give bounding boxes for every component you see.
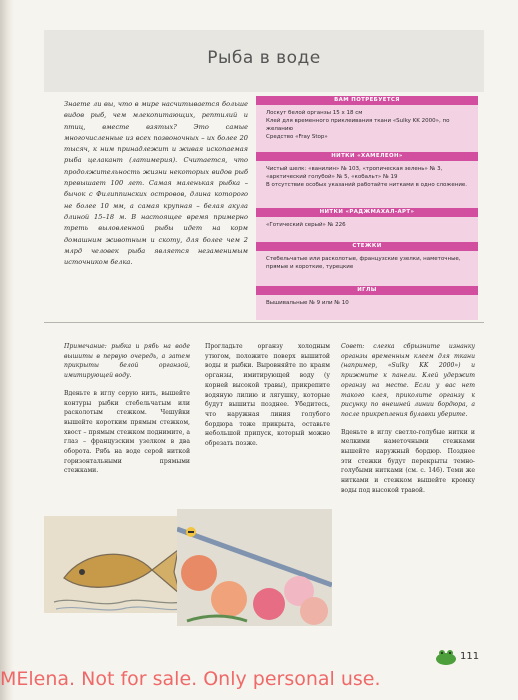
instruction-paragraph: Прогладьте органзу холодным утюгом, положите поверх вышитой воды и рыбки. Выровняйте по краям органзы, имитирующей воду (у корней высокой травы), прикрепите водяную лилию и лягушку, которые будут вышиты позднее. Убедитесь, что наружная линия голубого бордюра тоже прикрыта, оставьте небольшой припуск, который можно обрезать позже. — [205, 343, 330, 448]
frog-icon — [434, 645, 458, 667]
section-divider — [44, 322, 484, 323]
flowers-embroidery-illustration — [177, 509, 332, 626]
page-number: 111 — [460, 651, 480, 662]
materials-heading: ВАМ ПОТРЕБУЕТСЯ — [256, 96, 478, 105]
book-spine-shadow — [0, 0, 14, 700]
materials-heading: ИГЛЫ — [256, 286, 478, 295]
flowers-frame-photo — [177, 509, 332, 626]
materials-section-stitches — [256, 242, 478, 286]
materials-body: Лоскут белой органзы 15 x 18 см Клей для временного приклеивания ткани «Sulky KK 2000», по желанию Средство «Fray Stop» — [256, 105, 478, 152]
materials-heading: СТЕЖКИ — [256, 242, 478, 251]
text-column-2 — [205, 342, 330, 457]
note-paragraph: Примечание: рыбка и рябь на воде вышиты в первую очередь, а затем прикрыты белой органзой, имитирующей воду. — [64, 343, 190, 380]
materials-heading: НИТКИ «ХАМЕЛЕОН» — [256, 152, 478, 161]
materials-body: «Готический серый» № 226 — [256, 217, 478, 242]
fish-embroidery-illustration — [44, 516, 192, 613]
text-column-3 — [341, 342, 475, 504]
materials-section-chameleon — [256, 152, 478, 208]
watermark-text: MElena. Not for sale. Only personal use. — [0, 668, 381, 690]
text-column-1 — [64, 342, 190, 484]
embroidered-fish-photo — [44, 516, 192, 613]
advice-paragraph: Совет: слегка сбрызните изнанку органзы временным клеем для ткани (например, «Sulky KK 2000») и прижмите к панели. Клей удержит органзу на месте. Если у вас нет такого клея, приколите органзу к рисунку по внешней линии бордюра, а после прикрепления булавки уберите. — [341, 343, 475, 418]
instruction-paragraph: Вденьте в иглу светло-голубые нитки и мелкими наметочными стежками вышейте наружный бордюр. Позднее эти стежки будут перекрыты темно-голубыми нитками (см. с. 146). Теми же нитками и стежком вышейте кромку воды под высокой травой. — [341, 428, 475, 494]
materials-panel — [256, 96, 478, 319]
materials-section-needed — [256, 96, 478, 152]
materials-section-rajmahal — [256, 208, 478, 242]
page-title: Рыба в воде — [207, 48, 321, 68]
instruction-paragraph: Вденьте в иглу серую нить, вышейте контуры рыбки стебельчатым или расколотым стежком. Чешуйки вышейте коротким прямым стежком, хвост – прямым стежком поднимите, а глаз – французским узелком в два оборота. Рябь на воде серой ниткой горизонтальными прямыми стежками. — [64, 389, 190, 475]
materials-body: Вышивальные № 9 или № 10 — [256, 295, 478, 320]
materials-section-needles — [256, 286, 478, 320]
materials-body: Стебельчатые или расколотые, французские узелки, наметочные, прямые и короткие, турецкие — [256, 251, 478, 286]
title-band — [44, 30, 484, 92]
materials-body: Чистый шелк: «ванилин» № 103, «тропическая зелень» № 3, «арктический голубой» № 5, «кобальт» № 19 В отсутствие особых указаний работайте нитками в одно сложение. — [256, 161, 478, 208]
materials-heading: НИТКИ «РАДЖМАХАЛ-АРТ» — [256, 208, 478, 217]
intro-paragraph: Знаете ли вы, что в мире насчитывается больше видов рыб, чем млекопитающих, рептилий и птиц, вместе взятых? Это самые многочисленные из всех позвоночных – их более 20 тысяч, к ним принадлежит и живая ископаемая рыба целакант (латимерия). Считается, что продолжительность жизни некоторых видов рыб превышает 100 лет. Самая маленькая рыбка – бычок с Филиппинских островов, длина которого не более 10 мм, а самая крупная – белая акула длиной 15–18 м. В настоящее время примерно треть выловленной рыбы идет на корм домашним животным и скоту, для более чем 2 млрд человек рыба является незаменимым источником белка. — [64, 100, 248, 267]
